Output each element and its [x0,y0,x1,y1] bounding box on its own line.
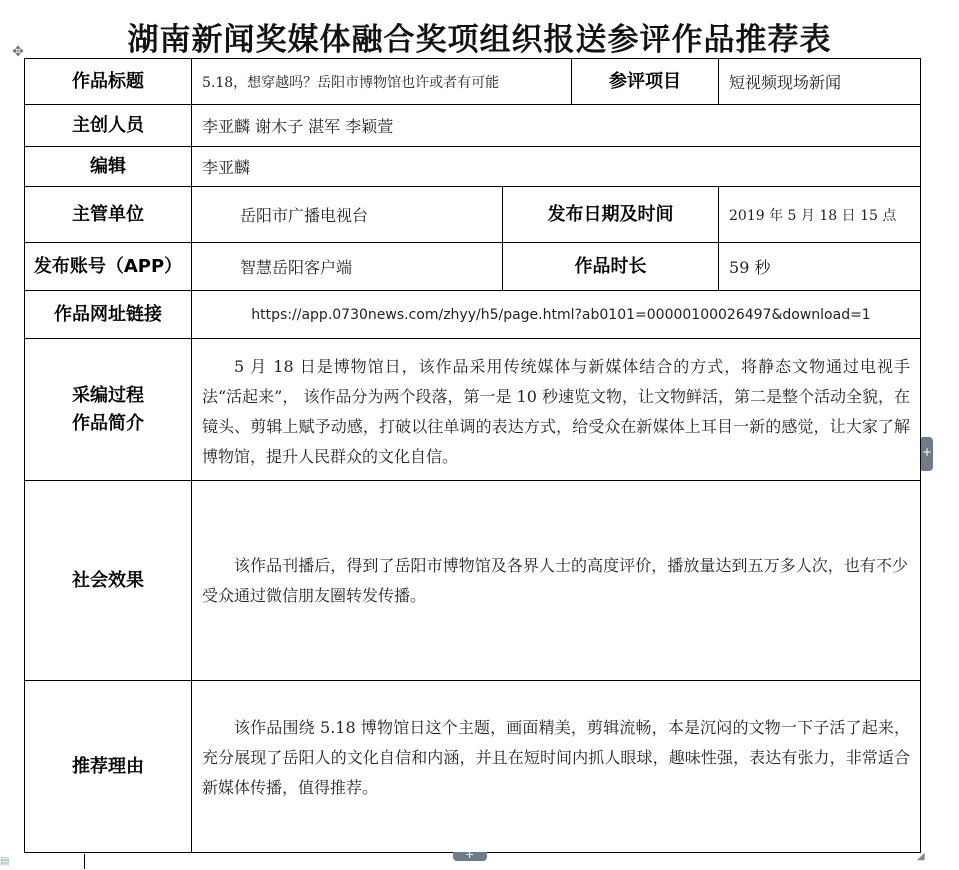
row-reason [25,681,921,853]
work-title-label: 作品标题 [25,59,192,105]
process-text[interactable]: 5 月 18 日是博物馆日，该作品采用传统媒体与新媒体结合的方式，将静态文物通过电视手法“活起来”， 该作品分为两个段落，第一是 10 秒速览文物，让文物鲜活，第二是整个活动全貌，在镜头、剪辑上赋予动感，打破以往单调的表达方式，给受众在新媒体上耳目一新的感觉，让大家了解博物馆，提升人民群众的文化自信。 [192,339,921,481]
category-value[interactable]: 短视频现场新闻 [719,59,921,105]
category-label: 参评项目 [572,59,719,105]
paragraph-options-icon[interactable]: ▤ [0,856,10,867]
creators-value[interactable]: 李亚麟 谢木子 湛军 李颖萱 [192,105,921,147]
account-label: 发布账号（APP） [25,243,192,291]
editor-label: 编辑 [25,147,192,187]
row-creators [25,105,921,147]
reason-text[interactable]: 该作品围绕 5.18 博物馆日这个主题，画面精美，剪辑流畅，本是沉闷的文物一下子活了起来，充分展现了岳阳人的文化自信和内涵，并且在短时间内抓人眼球，趣味性强，表达有张力，非常适合新媒体传播，值得推荐。 [192,681,921,853]
unit-label: 主管单位 [25,187,192,243]
duration-label: 作品时长 [503,243,719,291]
table-move-handle-icon[interactable]: ✥ [12,44,24,60]
add-column-button[interactable] [921,437,933,471]
row-url [25,291,921,339]
text-cursor [84,854,85,869]
url-label: 作品网址链接 [25,291,192,339]
plus-icon: + [922,445,933,459]
unit-value[interactable]: 岳阳市广播电视台 [192,187,503,243]
date-label: 发布日期及时间 [503,187,719,243]
row-account-duration [25,243,921,291]
row-editor [25,147,921,187]
row-work-title [25,59,921,105]
duration-value[interactable]: 59 秒 [719,243,921,291]
effect-text[interactable]: 该作品刊播后，得到了岳阳市博物馆及各界人士的高度评价，播放量达到五万多人次，也有不少受众通过微信朋友圈转发传播。 [192,481,921,681]
add-row-button[interactable] [453,848,487,861]
table-resize-icon[interactable]: ◢ [917,851,925,862]
editor-value[interactable]: 李亚麟 [192,147,921,187]
row-process [25,339,921,481]
document-title: 湖南新闻奖媒体融合奖项组织报送参评作品推荐表 [127,22,832,58]
plus-icon: + [465,848,475,861]
work-title-value[interactable]: 5.18，想穿越吗？岳阳市博物馆也许或者有可能 [192,59,572,105]
process-label-line1: 采编过程 [72,384,144,406]
process-label [25,339,192,481]
recommendation-form-table [24,58,921,853]
reason-label: 推荐理由 [25,681,192,853]
account-value[interactable]: 智慧岳阳客户端 [192,243,503,291]
process-label-line2: 作品简介 [72,412,144,434]
date-value[interactable]: 2019 年 5 月 18 日 15 点 [719,187,921,243]
row-unit-date [25,187,921,243]
effect-label: 社会效果 [25,481,192,681]
creators-label: 主创人员 [25,105,192,147]
url-value[interactable]: https://app.0730news.com/zhyy/h5/page.html?ab0101=00000100026497&download=1 [192,291,921,339]
row-effect [25,481,921,681]
